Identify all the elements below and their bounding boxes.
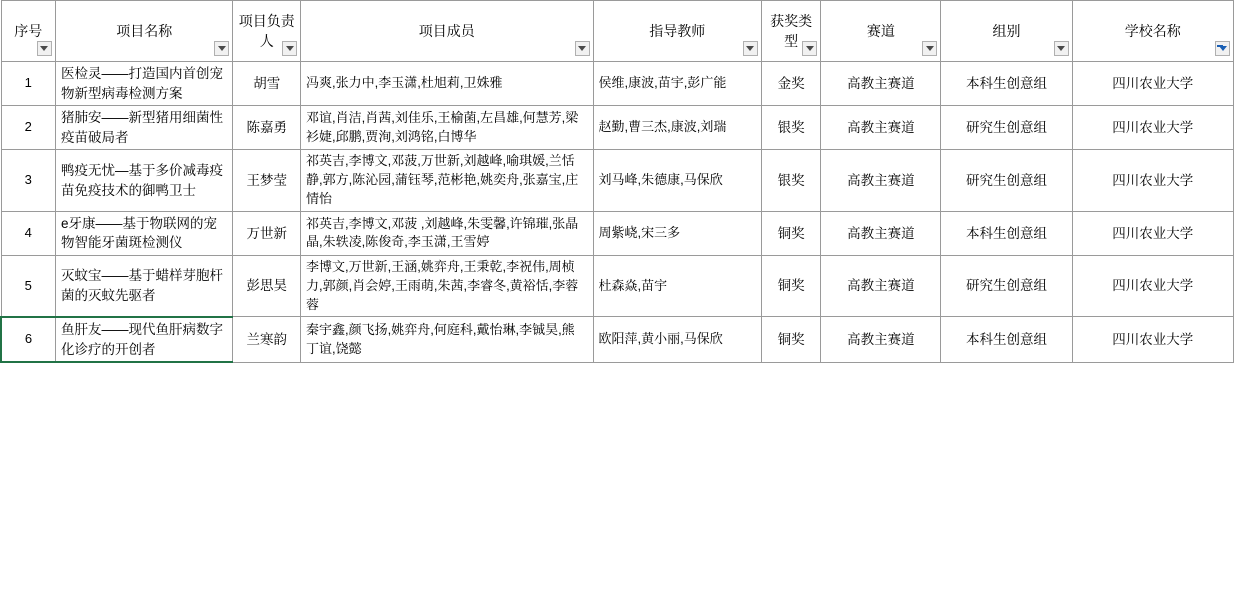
cell-seq[interactable]: 1 — [1, 62, 55, 106]
cell-track[interactable]: 高教主赛道 — [821, 150, 941, 212]
table-header-row — [1, 1, 1234, 62]
column-header-members[interactable] — [301, 1, 593, 62]
column-header-group-label: 组别 — [992, 22, 1021, 39]
cell-award[interactable]: 铜奖 — [761, 317, 821, 362]
cell-seq[interactable]: 2 — [1, 106, 55, 150]
cell-track[interactable]: 高教主赛道 — [821, 255, 941, 317]
cell-seq[interactable]: 3 — [1, 150, 55, 212]
column-header-school-label: 学校名称 — [1124, 22, 1181, 39]
cell-track[interactable]: 高教主赛道 — [821, 62, 941, 106]
column-header-name-label: 项目名称 — [116, 22, 173, 39]
column-header-award[interactable] — [761, 1, 821, 62]
cell-members[interactable]: 李博文,万世新,王涵,姚弈舟,王秉乾,李祝伟,周桢力,郭颜,肖会婷,王雨萌,朱茜,李睿冬,黄裕恬,李蓉蓉 — [301, 255, 593, 317]
cell-teachers[interactable]: 欧阳萍,黄小丽,马保欣 — [593, 317, 761, 362]
cell-project-name[interactable]: 医检灵——打造国内首创宠物新型病毒检测方案 — [55, 62, 233, 106]
filter-dropdown-leader-icon[interactable] — [282, 41, 297, 56]
filter-dropdown-track-icon[interactable] — [922, 41, 937, 56]
cell-group[interactable]: 研究生创意组 — [941, 150, 1072, 212]
cell-teachers[interactable]: 侯维,康波,苗宇,彭广能 — [593, 62, 761, 106]
cell-teachers[interactable]: 刘马峰,朱德康,马保欣 — [593, 150, 761, 212]
table-row[interactable] — [1, 62, 1234, 106]
cell-track[interactable]: 高教主赛道 — [821, 106, 941, 150]
cell-leader[interactable]: 胡雪 — [233, 62, 301, 106]
cell-award[interactable]: 铜奖 — [761, 211, 821, 255]
cell-school[interactable]: 四川农业大学 — [1072, 255, 1233, 317]
column-header-teachers[interactable] — [593, 1, 761, 62]
filter-dropdown-members-icon[interactable] — [575, 41, 590, 56]
cell-group[interactable]: 本科生创意组 — [941, 317, 1072, 362]
cell-members[interactable]: 祁英吉,李博文,邓菠 ,刘越峰,朱雯馨,许锦璀,张晶晶,朱轶凌,陈俊奇,李玉潇,王雪婷 — [301, 211, 593, 255]
cell-teachers[interactable]: 周紫峣,宋三多 — [593, 211, 761, 255]
cell-leader[interactable]: 兰寒韵 — [233, 317, 301, 362]
table-row[interactable] — [1, 211, 1234, 255]
cell-project-name[interactable]: 鱼肝友——现代鱼肝病数字化诊疗的开创者 — [55, 317, 233, 362]
cell-award[interactable]: 银奖 — [761, 106, 821, 150]
cell-seq[interactable]: 5 — [1, 255, 55, 317]
table-row[interactable] — [1, 150, 1234, 212]
filter-dropdown-name-icon[interactable] — [214, 41, 229, 56]
column-header-school[interactable] — [1072, 1, 1233, 62]
cell-project-name[interactable]: e牙康——基于物联网的宠物智能牙菌斑检测仪 — [55, 211, 233, 255]
cell-school[interactable]: 四川农业大学 — [1072, 150, 1233, 212]
cell-members[interactable]: 邓谊,肖洁,肖茜,刘佳乐,王榆菌,左昌雄,何慧芳,梁衫婕,邱鹏,贾洵,刘鸿铭,白博华 — [301, 106, 593, 150]
cell-track[interactable]: 高教主赛道 — [821, 317, 941, 362]
cell-school[interactable]: 四川农业大学 — [1072, 317, 1233, 362]
cell-members[interactable]: 秦宇鑫,颜飞扬,姚弈舟,何庭科,戴怡琳,李铖昊,熊丁谊,饶懿 — [301, 317, 593, 362]
cell-seq[interactable]: 4 — [1, 211, 55, 255]
column-header-track-label: 赛道 — [866, 22, 895, 39]
cell-leader[interactable]: 彭思昊 — [233, 255, 301, 317]
filter-dropdown-school-icon[interactable] — [1215, 41, 1230, 56]
cell-leader[interactable]: 陈嘉勇 — [233, 106, 301, 150]
filter-dropdown-group-icon[interactable] — [1054, 41, 1069, 56]
table-row[interactable] — [1, 106, 1234, 150]
table-body — [1, 62, 1234, 363]
table-row[interactable] — [1, 255, 1234, 317]
cell-project-name[interactable]: 鸭疫无忧—基于多价减毒疫苗免疫技术的御鸭卫士 — [55, 150, 233, 212]
cell-members[interactable]: 祁英吉,李博文,邓菠,万世新,刘越峰,喻琪媛,兰恬静,郭方,陈沁园,蒲钰琴,范彬艳,姚奕舟,张嘉宝,庄情怡 — [301, 150, 593, 212]
cell-school[interactable]: 四川农业大学 — [1072, 106, 1233, 150]
cell-leader[interactable]: 王梦莹 — [233, 150, 301, 212]
cell-award[interactable]: 金奖 — [761, 62, 821, 106]
cell-group[interactable]: 本科生创意组 — [941, 62, 1072, 106]
cell-group[interactable]: 研究生创意组 — [941, 255, 1072, 317]
cell-group[interactable]: 本科生创意组 — [941, 211, 1072, 255]
column-header-leader-label: 项目负责人 — [238, 12, 295, 49]
cell-school[interactable]: 四川农业大学 — [1072, 211, 1233, 255]
cell-award[interactable]: 银奖 — [761, 150, 821, 212]
column-header-track[interactable] — [821, 1, 941, 62]
cell-award[interactable]: 铜奖 — [761, 255, 821, 317]
filter-dropdown-seq-icon[interactable] — [37, 41, 52, 56]
column-header-seq[interactable] — [1, 1, 55, 62]
column-header-teachers-label: 指导教师 — [649, 22, 706, 39]
column-header-name[interactable] — [55, 1, 233, 62]
column-header-award-label: 获奖类型 — [770, 12, 813, 49]
cell-seq[interactable]: 6 — [1, 317, 55, 362]
cell-group[interactable]: 研究生创意组 — [941, 106, 1072, 150]
column-header-group[interactable] — [941, 1, 1072, 62]
cell-teachers[interactable]: 杜森焱,苗宇 — [593, 255, 761, 317]
cell-project-name[interactable]: 灭蚊宝——基于蜡样芽胞杆菌的灭蚊先驱者 — [55, 255, 233, 317]
filter-dropdown-teachers-icon[interactable] — [743, 41, 758, 56]
table-row[interactable] — [1, 317, 1234, 362]
column-header-members-label: 项目成员 — [418, 22, 475, 39]
cell-project-name[interactable]: 猪肺安——新型猪用细菌性疫苗破局者 — [55, 106, 233, 150]
cell-teachers[interactable]: 赵勤,曹三杰,康波,刘瑞 — [593, 106, 761, 150]
column-header-leader[interactable] — [233, 1, 301, 62]
cell-school[interactable]: 四川农业大学 — [1072, 62, 1233, 106]
column-header-seq-label: 序号 — [14, 22, 43, 39]
cell-leader[interactable]: 万世新 — [233, 211, 301, 255]
cell-members[interactable]: 冯爽,张力中,李玉潇,杜旭莉,卫姝雅 — [301, 62, 593, 106]
cell-track[interactable]: 高教主赛道 — [821, 211, 941, 255]
filter-dropdown-award-icon[interactable] — [802, 41, 817, 56]
